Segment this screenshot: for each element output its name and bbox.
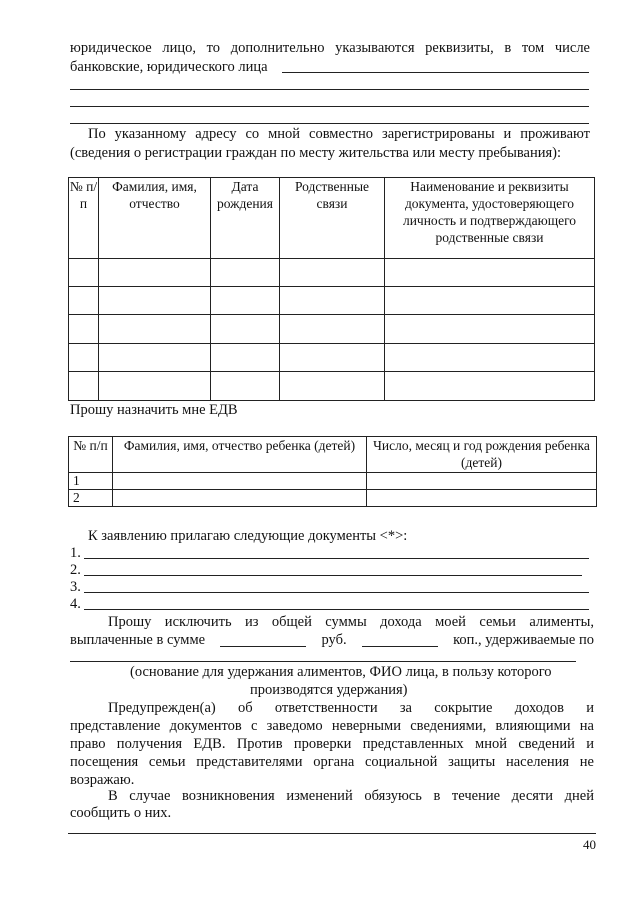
table-cell[interactable] [99, 372, 211, 401]
table-cell[interactable] [280, 259, 385, 287]
table-cell[interactable] [385, 344, 595, 372]
table-cell[interactable] [367, 473, 597, 490]
table-cell[interactable] [385, 372, 595, 401]
table-cell[interactable] [280, 287, 385, 315]
table-cell[interactable] [280, 372, 385, 401]
col-header-child-fio: Фамилия, имя, отчество ребенка (детей) [113, 437, 367, 473]
alimony-basis-line[interactable] [70, 661, 576, 662]
table-cell[interactable] [99, 287, 211, 315]
col-header-document: Наименование и реквизиты документа, удостоверяющего личность и подтверждающего родственные связи [385, 178, 595, 259]
alimony-text-kop: коп., удерживаемые по [453, 632, 594, 648]
sum-kop-field[interactable] [362, 632, 438, 647]
table-cell[interactable] [69, 372, 99, 401]
sum-rub-field[interactable] [220, 632, 306, 647]
change-line-2: сообщить о них. [70, 805, 172, 821]
table-cell[interactable] [211, 259, 280, 287]
col-header-child-birthdate: Число, месяц и год рождения ребенка (детей) [367, 437, 597, 473]
table-cell[interactable] [69, 287, 99, 315]
registered-persons-table [68, 177, 595, 401]
attachment-number-2: 2. [70, 562, 81, 578]
attachment-line-2[interactable] [84, 575, 582, 576]
registered-line-1: По указанному адресу со мной совместно зарегистрированы и проживают [88, 126, 590, 142]
table-cell[interactable] [385, 259, 595, 287]
table-cell[interactable] [211, 372, 280, 401]
table-cell[interactable] [280, 315, 385, 344]
request-edv: Прошу назначить мне ЕДВ [70, 402, 238, 418]
blank-line[interactable] [70, 106, 589, 107]
blank-line[interactable] [70, 123, 589, 124]
intro-line-1: юридическое лицо, то дополнительно указываются реквизиты, в том числе [70, 40, 590, 56]
table-cell[interactable] [211, 344, 280, 372]
table-cell[interactable] [69, 315, 99, 344]
footer-rule [68, 833, 596, 834]
table-row [69, 315, 595, 344]
warning-line-4: посещения семьи представителями органа социальной защиты населения не [70, 754, 594, 770]
table-row [69, 473, 597, 490]
table-cell[interactable] [280, 344, 385, 372]
alimony-text-sum: выплаченные в сумме [70, 632, 206, 648]
col-header-birthdate: Дата рождения [211, 178, 280, 259]
warning-line-1: Предупрежден(а) об ответственности за сокрытие доходов и [108, 700, 594, 716]
attachment-line-4[interactable] [84, 609, 589, 610]
table-cell[interactable] [113, 490, 367, 507]
col-header-fio: Фамилия, имя, отчество [99, 178, 211, 259]
col-header-number: № п/п [69, 437, 113, 473]
table-row [69, 490, 597, 507]
alimony-line-2 [70, 632, 594, 649]
table-cell[interactable] [367, 490, 597, 507]
children-table [68, 436, 597, 507]
attachments-title: К заявлению прилагаю следующие документы <*>: [88, 528, 408, 544]
attachment-number-4: 4. [70, 596, 81, 612]
table-cell[interactable] [385, 315, 595, 344]
alimony-note-2: производятся удержания) [250, 682, 408, 698]
col-header-number: № п/п [69, 178, 99, 259]
warning-line-2: представление документов с заведомо неверными сведениями, влияющими на [70, 718, 594, 734]
table-cell[interactable] [69, 344, 99, 372]
blank-line[interactable] [282, 72, 589, 73]
table-cell[interactable] [211, 315, 280, 344]
table-cell[interactable] [99, 259, 211, 287]
row-number: 1 [69, 473, 113, 490]
blank-line[interactable] [70, 89, 589, 90]
warning-line-3: право получения ЕДВ. Против проверки представленных мной сведений и [70, 736, 594, 752]
table-cell[interactable] [99, 344, 211, 372]
table-cell[interactable] [211, 287, 280, 315]
table-cell[interactable] [69, 259, 99, 287]
alimony-note-1: (основание для удержания алиментов, ФИО лица, в пользу которого [130, 664, 552, 680]
row-number: 2 [69, 490, 113, 507]
table-cell[interactable] [99, 315, 211, 344]
attachment-number-3: 3. [70, 579, 81, 595]
change-line-1: В случае возникновения изменений обязуюсь в течение десяти дней [108, 788, 594, 804]
alimony-line-1: Прошу исключить из общей суммы дохода моей семьи алименты, [108, 614, 594, 630]
table-cell[interactable] [113, 473, 367, 490]
attachment-number-1: 1. [70, 545, 81, 561]
alimony-text-rub: руб. [321, 632, 347, 648]
table-row [69, 287, 595, 315]
attachment-line-1[interactable] [84, 558, 589, 559]
intro-line-2: банковские, юридического лица [70, 59, 268, 75]
table-row [69, 344, 595, 372]
registered-line-2: (сведения о регистрации граждан по месту жительства или месту пребывания): [70, 145, 562, 161]
table-cell[interactable] [385, 287, 595, 315]
page-number: 40 [583, 837, 596, 852]
warning-line-5: возражаю. [70, 772, 135, 788]
table-row [69, 259, 595, 287]
col-header-relation: Родственные связи [280, 178, 385, 259]
table-row [69, 372, 595, 401]
attachment-line-3[interactable] [84, 592, 589, 593]
